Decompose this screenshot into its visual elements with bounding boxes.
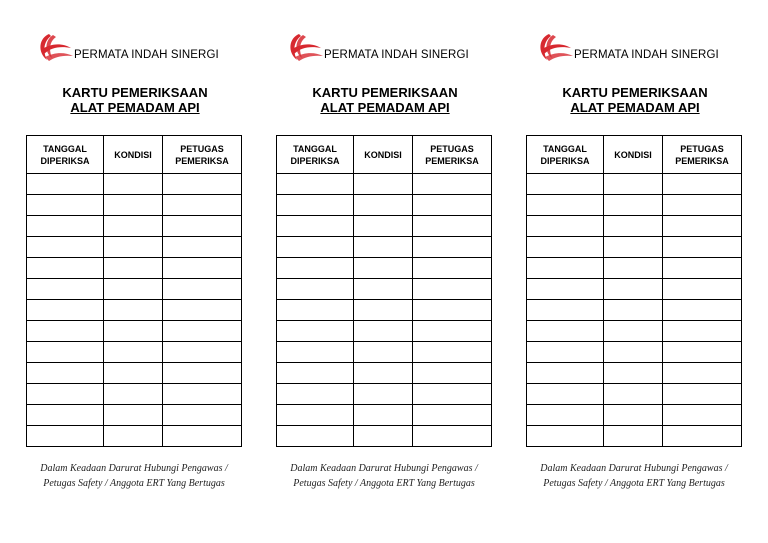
table-row [277,321,492,342]
table-row [277,195,492,216]
date-cell [277,426,354,447]
column-header-condition [354,136,413,174]
date-cell [277,216,354,237]
date-cell [277,405,354,426]
date-cell [277,279,354,300]
table-row [527,405,742,426]
date-cell [527,195,604,216]
table-header-row [527,136,742,174]
date-cell [527,258,604,279]
table-row [27,405,242,426]
company-logo-icon [285,30,325,64]
date-cell [277,363,354,384]
inspection-card-2 [277,0,527,543]
column-header-inspector-line2: PEMERIKSA [425,155,479,166]
table-row [527,300,742,321]
column-header-inspector-line1: PETUGAS [680,143,724,154]
date-cell [27,279,104,300]
date-cell [27,384,104,405]
inspector-cell [413,405,492,426]
date-cell [277,174,354,195]
condition-cell [354,342,413,363]
column-header-condition [604,136,663,174]
date-cell [527,279,604,300]
inspector-cell [413,384,492,405]
inspector-cell [163,300,242,321]
inspector-cell [663,363,742,384]
condition-cell [104,300,163,321]
condition-cell [354,279,413,300]
table-row [27,300,242,321]
column-header-date [277,136,354,174]
card-subtitle: ALAT PEMADAM API [570,100,700,115]
inspector-cell [413,279,492,300]
card-title: KARTU PEMERIKSAAN [312,85,458,100]
inspector-cell [413,426,492,447]
table-row [527,363,742,384]
date-cell [277,321,354,342]
column-header-condition-line1: KONDISI [364,149,402,160]
date-cell [527,300,604,321]
company-logo-icon [35,30,75,64]
table-row [27,384,242,405]
table-row [277,174,492,195]
inspector-cell [663,216,742,237]
condition-cell [104,405,163,426]
condition-cell [104,363,163,384]
table-row [27,258,242,279]
condition-cell [104,174,163,195]
condition-cell [354,237,413,258]
inspector-cell [163,195,242,216]
table-row [277,363,492,384]
column-header-date-line1: TANGGAL [43,143,87,154]
table-row [527,174,742,195]
column-header-date [527,136,604,174]
inspector-cell [163,405,242,426]
card-subtitle: ALAT PEMADAM API [70,100,200,115]
emergency-note-line1: Dalam Keadaan Darurat Hubungi Pengawas / [40,463,228,474]
inspector-cell [663,321,742,342]
table-header-row [277,136,492,174]
condition-cell [104,279,163,300]
inspector-cell [163,174,242,195]
column-header-inspector-line2: PEMERIKSA [175,155,229,166]
column-header-inspector-line1: PETUGAS [180,143,224,154]
inspection-card-1 [27,0,277,543]
date-cell [27,216,104,237]
emergency-note-line2: Petugas Safety / Anggota ERT Yang Bertugas [43,478,225,489]
table-row [527,258,742,279]
condition-cell [104,237,163,258]
condition-cell [604,216,663,237]
condition-cell [104,216,163,237]
condition-cell [354,300,413,321]
condition-cell [104,426,163,447]
table-row [27,426,242,447]
inspector-cell [413,216,492,237]
condition-cell [354,384,413,405]
table-row [27,216,242,237]
date-cell [277,195,354,216]
inspector-cell [663,426,742,447]
condition-cell [354,363,413,384]
inspector-cell [163,426,242,447]
inspector-cell [663,279,742,300]
column-header-date-line2: DIPERIKSA [540,155,590,166]
condition-cell [104,195,163,216]
table-row [27,279,242,300]
inspector-cell [413,300,492,321]
condition-cell [604,174,663,195]
inspector-cell [163,237,242,258]
column-header-date-line2: DIPERIKSA [40,155,90,166]
date-cell [27,321,104,342]
table-row [527,426,742,447]
company-name: PERMATA INDAH SINERGI [74,49,219,61]
table-body [277,174,492,447]
column-header-inspector [663,136,742,174]
condition-cell [604,405,663,426]
column-header-date-line2: DIPERIKSA [290,155,340,166]
date-cell [527,426,604,447]
condition-cell [604,195,663,216]
column-header-inspector-line2: PEMERIKSA [675,155,729,166]
date-cell [277,300,354,321]
inspector-cell [663,174,742,195]
emergency-note [523,461,745,491]
inspector-cell [413,258,492,279]
emergency-note-line2: Petugas Safety / Anggota ERT Yang Bertugas [293,478,475,489]
inspection-table [526,135,742,447]
condition-cell [354,174,413,195]
date-cell [277,237,354,258]
date-cell [27,405,104,426]
condition-cell [604,237,663,258]
inspector-cell [163,342,242,363]
condition-cell [604,321,663,342]
condition-cell [604,426,663,447]
inspector-cell [663,195,742,216]
column-header-date-line1: TANGGAL [293,143,337,154]
column-header-date-line1: TANGGAL [543,143,587,154]
column-header-date [27,136,104,174]
inspector-cell [413,342,492,363]
company-logo-icon [535,30,575,64]
condition-cell [354,216,413,237]
inspector-cell [663,405,742,426]
condition-cell [604,342,663,363]
table-row [527,321,742,342]
inspector-cell [163,363,242,384]
condition-cell [104,342,163,363]
date-cell [527,405,604,426]
date-cell [277,384,354,405]
date-cell [277,258,354,279]
inspection-table [26,135,242,447]
table-row [27,237,242,258]
inspector-cell [163,384,242,405]
condition-cell [604,258,663,279]
inspector-cell [413,321,492,342]
emergency-note-line1: Dalam Keadaan Darurat Hubungi Pengawas / [540,463,728,474]
table-row [277,342,492,363]
company-name: PERMATA INDAH SINERGI [574,49,719,61]
date-cell [527,363,604,384]
table-row [527,279,742,300]
date-cell [27,300,104,321]
table-row [277,300,492,321]
table-row [277,384,492,405]
table-row [27,363,242,384]
inspection-table [276,135,492,447]
inspector-cell [413,195,492,216]
condition-cell [354,405,413,426]
date-cell [27,258,104,279]
inspector-cell [663,384,742,405]
condition-cell [104,258,163,279]
column-header-inspector [163,136,242,174]
table-header-row [27,136,242,174]
table-row [527,384,742,405]
table-row [27,174,242,195]
inspection-card-3 [527,0,768,543]
condition-cell [604,279,663,300]
company-name: PERMATA INDAH SINERGI [324,49,469,61]
table-body [527,174,742,447]
table-row [527,342,742,363]
table-row [277,426,492,447]
inspector-cell [163,216,242,237]
date-cell [527,342,604,363]
date-cell [527,237,604,258]
condition-cell [604,384,663,405]
inspector-cell [663,342,742,363]
table-row [527,237,742,258]
condition-cell [104,321,163,342]
date-cell [27,174,104,195]
date-cell [27,195,104,216]
date-cell [527,321,604,342]
table-row [27,342,242,363]
condition-cell [354,321,413,342]
table-row [277,258,492,279]
date-cell [527,174,604,195]
card-title: KARTU PEMERIKSAAN [62,85,208,100]
inspector-cell [413,363,492,384]
inspector-cell [163,258,242,279]
column-header-inspector [413,136,492,174]
condition-cell [104,384,163,405]
inspector-cell [413,237,492,258]
table-row [277,279,492,300]
inspector-cell [163,321,242,342]
date-cell [27,237,104,258]
date-cell [27,426,104,447]
table-row [27,321,242,342]
inspector-cell [413,174,492,195]
table-row [277,216,492,237]
column-header-condition-line1: KONDISI [114,149,152,160]
emergency-note-line2: Petugas Safety / Anggota ERT Yang Bertugas [543,478,725,489]
column-header-inspector-line1: PETUGAS [430,143,474,154]
inspector-cell [663,258,742,279]
card-subtitle: ALAT PEMADAM API [320,100,450,115]
inspector-cell [163,279,242,300]
card-title: KARTU PEMERIKSAAN [562,85,708,100]
condition-cell [354,426,413,447]
emergency-note-line1: Dalam Keadaan Darurat Hubungi Pengawas / [290,463,478,474]
table-row [277,405,492,426]
table-body [27,174,242,447]
date-cell [27,342,104,363]
column-header-condition [104,136,163,174]
column-header-condition-line1: KONDISI [614,149,652,160]
table-row [277,237,492,258]
condition-cell [354,258,413,279]
date-cell [277,342,354,363]
table-row [527,195,742,216]
date-cell [27,363,104,384]
date-cell [527,216,604,237]
inspector-cell [663,237,742,258]
date-cell [527,384,604,405]
table-row [527,216,742,237]
emergency-note [273,461,495,491]
inspector-cell [663,300,742,321]
table-row [27,195,242,216]
condition-cell [354,195,413,216]
condition-cell [604,300,663,321]
emergency-note [23,461,245,491]
condition-cell [604,363,663,384]
